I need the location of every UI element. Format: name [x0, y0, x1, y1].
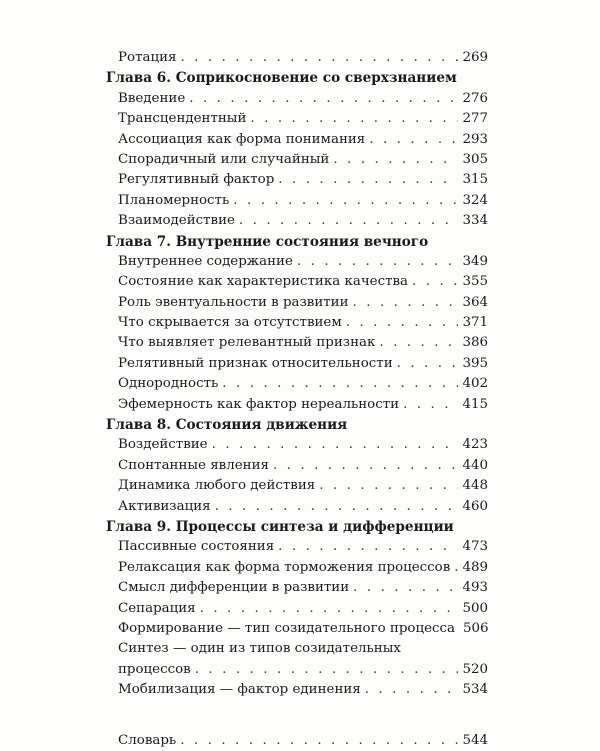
toc-entry — [118, 395, 488, 415]
dot-leader — [278, 170, 458, 190]
toc-entry — [118, 333, 488, 353]
toc-entry — [118, 497, 488, 517]
toc-entry-page: 402 — [462, 376, 488, 392]
toc-entry-page: 269 — [462, 50, 488, 65]
dot-leader — [412, 272, 458, 292]
chapter-9-entries — [0, 537, 600, 639]
toc-entry-title: процессов — [118, 661, 191, 677]
toc-entry-page: 334 — [462, 213, 488, 229]
toc-entry — [118, 150, 488, 170]
toc-entry-title: Пассивные состояния — [118, 539, 275, 555]
dot-leader — [397, 354, 459, 374]
toc-entry-page: 415 — [462, 396, 488, 412]
toc-entry-title: Состояние как характеристика качества — [118, 274, 409, 290]
toc-entry-page: 277 — [462, 111, 488, 127]
toc-entry — [118, 476, 488, 496]
toc-entry — [118, 354, 488, 374]
toc-entry-title: Активизация — [118, 498, 211, 514]
dot-leader — [200, 599, 459, 619]
toc-entry-glossary — [118, 731, 488, 751]
toc-entry-title: Трансцендентный — [118, 111, 247, 127]
toc-entry-synthesis-line1: Синтез — один из типов созидательных — [118, 641, 401, 657]
toc-entry — [118, 170, 488, 190]
toc-entry — [118, 191, 488, 211]
toc-entry-page: 305 — [462, 151, 488, 167]
dot-leader — [233, 191, 458, 211]
toc-entry — [118, 435, 488, 455]
chapter-8-entries — [0, 435, 600, 517]
chapter-7-entries — [0, 252, 600, 415]
toc-entry — [118, 130, 488, 150]
toc-entry-title: Словарь — [118, 732, 177, 748]
dot-leader — [195, 660, 459, 680]
toc-entry — [118, 272, 488, 292]
toc-entry — [118, 619, 488, 639]
toc-entry — [118, 558, 488, 578]
dot-leader — [333, 150, 458, 170]
chapter-6-heading: Глава 6. Соприкосновение со сверхзнанием — [106, 70, 457, 87]
toc-entry-title: Эфемерность как фактор нереальности — [118, 396, 400, 412]
toc-entry — [118, 599, 488, 619]
toc-entry-page: 534 — [462, 682, 488, 698]
toc-entry — [118, 374, 488, 394]
chapter-9-heading: Глава 9. Процессы синтеза и дифференции — [106, 518, 454, 535]
toc-entry-title: Внутреннее содержание — [118, 253, 293, 269]
toc-entry-page: 395 — [462, 355, 488, 371]
dot-leader — [222, 374, 458, 394]
toc-entry-title: Мобилизация — фактор единения — [118, 682, 361, 698]
toc-entry-page: 364 — [462, 294, 488, 310]
toc-entry-title: Воздействие — [118, 437, 208, 453]
dot-leader — [180, 731, 458, 751]
toc-entry-title: Релятивный признак относительности — [118, 355, 393, 371]
toc-entry-title: Релаксация как форма торможения процессов — [118, 559, 451, 575]
toc-entry-title: Введение — [118, 90, 186, 106]
chapter-8-heading: Глава 8. Состояния движения — [106, 417, 348, 434]
toc-entry — [118, 89, 488, 109]
toc-entry-title: Ротация — [118, 50, 177, 65]
dot-leader — [273, 456, 458, 476]
toc-entry-page: 349 — [462, 253, 488, 269]
toc-entry-title: Что скрывается за отсутствием — [118, 315, 342, 331]
toc-entry-page: 460 — [462, 498, 488, 514]
toc-entry — [118, 252, 488, 272]
toc-entry-page: 355 — [462, 274, 488, 290]
dot-leader — [379, 333, 458, 353]
toc-entry-rotation — [118, 48, 488, 68]
dot-leader — [403, 395, 458, 415]
dot-leader — [250, 109, 458, 129]
toc-entry-title: Сепарация — [118, 600, 196, 616]
toc-entry — [118, 578, 488, 598]
toc-entry — [118, 109, 488, 129]
dot-leader — [365, 680, 459, 700]
toc-entry-title: Однородность — [118, 376, 219, 392]
toc-entry-page: 489 — [462, 559, 488, 575]
dot-leader — [319, 476, 458, 496]
toc-entry-mobilization — [118, 680, 488, 700]
chapter-7-heading: Глава 7. Внутренние состояния вечного — [106, 233, 429, 250]
toc-entry-title: Взаимодействие — [118, 213, 235, 229]
toc-entry — [118, 293, 488, 313]
toc-entry-page: 293 — [462, 131, 488, 147]
dot-leader — [297, 252, 459, 272]
toc-entry-title: Динамика любого действия — [118, 478, 316, 494]
toc-entry-page: 544 — [462, 732, 488, 748]
dot-leader — [215, 497, 459, 517]
toc-entry-title: Формирование — тип созидательного процесса — [118, 620, 455, 636]
toc-entry-title: Регулятивный фактор — [118, 172, 275, 188]
toc-entry-title: Смысл дифференции в развитии — [118, 580, 350, 596]
toc-entry-page: 473 — [462, 539, 488, 555]
chapter-6-entries — [0, 89, 600, 232]
toc-entry-title: Планомерность — [118, 192, 230, 208]
dot-leader — [454, 558, 458, 578]
toc-entry-page: 386 — [462, 335, 488, 351]
toc-entry-page: 506 — [462, 620, 489, 636]
toc-entry-page: 493 — [462, 580, 488, 596]
toc-entry-page: 324 — [462, 192, 488, 208]
toc-entry-title: Что выявляет релевантный признак — [118, 335, 376, 351]
toc-entry — [118, 313, 488, 333]
toc-entry-page: 276 — [462, 90, 488, 106]
toc-entry-title: Спонтанные явления — [118, 457, 269, 473]
section-gap — [0, 701, 600, 731]
dot-leader — [239, 211, 459, 231]
dot-leader — [346, 313, 459, 333]
toc-entry-title: Спорадичный или случайный — [118, 151, 330, 167]
toc-entry-page: 440 — [462, 457, 488, 473]
toc-entry — [118, 456, 488, 476]
toc-entry-page: 500 — [462, 600, 488, 616]
toc-entry-synthesis — [118, 660, 488, 680]
toc-entry — [118, 211, 488, 231]
table-of-contents — [0, 48, 600, 751]
dot-leader — [369, 130, 458, 150]
toc-entry-page: 371 — [462, 315, 488, 331]
dot-leader — [353, 578, 458, 598]
dot-leader — [353, 293, 459, 313]
toc-entry-title: Ассоциация как форма понимания — [118, 131, 366, 147]
toc-entry-page: 448 — [462, 478, 488, 494]
dot-leader — [278, 537, 458, 557]
dot-leader — [180, 48, 458, 68]
toc-entry-page: 423 — [462, 437, 488, 453]
toc-entry-page: 520 — [462, 661, 488, 677]
toc-entry-title: Роль эвентуальности в развитии — [118, 294, 349, 310]
dot-leader — [189, 89, 458, 109]
toc-entry — [118, 537, 488, 557]
toc-entry-page: 315 — [462, 172, 488, 188]
dot-leader — [212, 435, 459, 455]
